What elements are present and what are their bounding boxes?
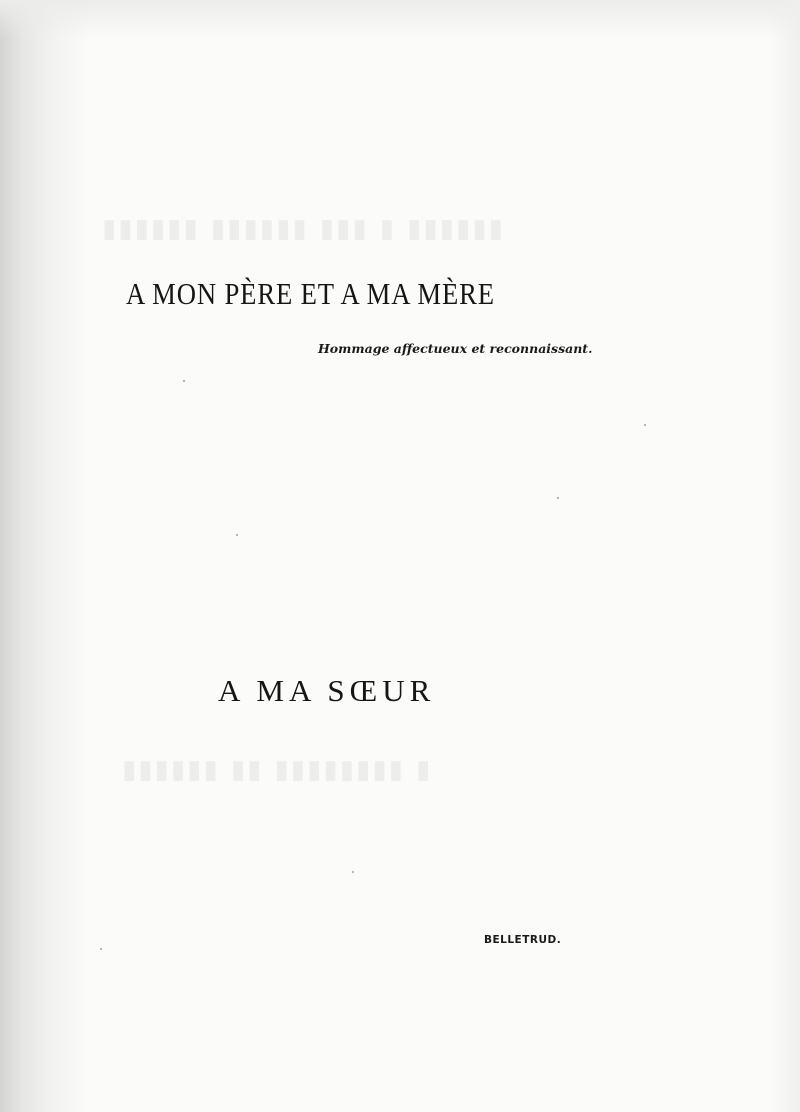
scan-speck: [644, 424, 646, 426]
page-top-shadow: [0, 0, 800, 40]
scan-speck: [183, 380, 185, 382]
dedication-parents-tribute: Hommage affectueux et reconnaissant.: [318, 341, 593, 356]
scan-speck: [557, 497, 559, 499]
scan-speck: [352, 871, 354, 873]
scan-speck: [100, 948, 102, 950]
show-through-text: ▮▮▮▮▮▮ ▮ ▮▮▮ ▮▮▮▮▮▮ ▮▮▮▮▮▮: [100, 214, 503, 244]
show-through-text: ▮ ▮▮▮▮▮▮▮▮ ▮▮ ▮▮▮▮▮▮: [120, 755, 431, 785]
author-signature: BELLETRUD.: [484, 934, 562, 946]
dedication-parents-heading: A MON PÈRE ET A MA MÈRE: [126, 276, 495, 311]
page-edge-shadow: [0, 0, 90, 1112]
scan-speck: [236, 534, 238, 536]
page-right-shadow: [770, 0, 800, 1112]
dedication-sister-heading: A MA SŒUR: [218, 673, 436, 708]
